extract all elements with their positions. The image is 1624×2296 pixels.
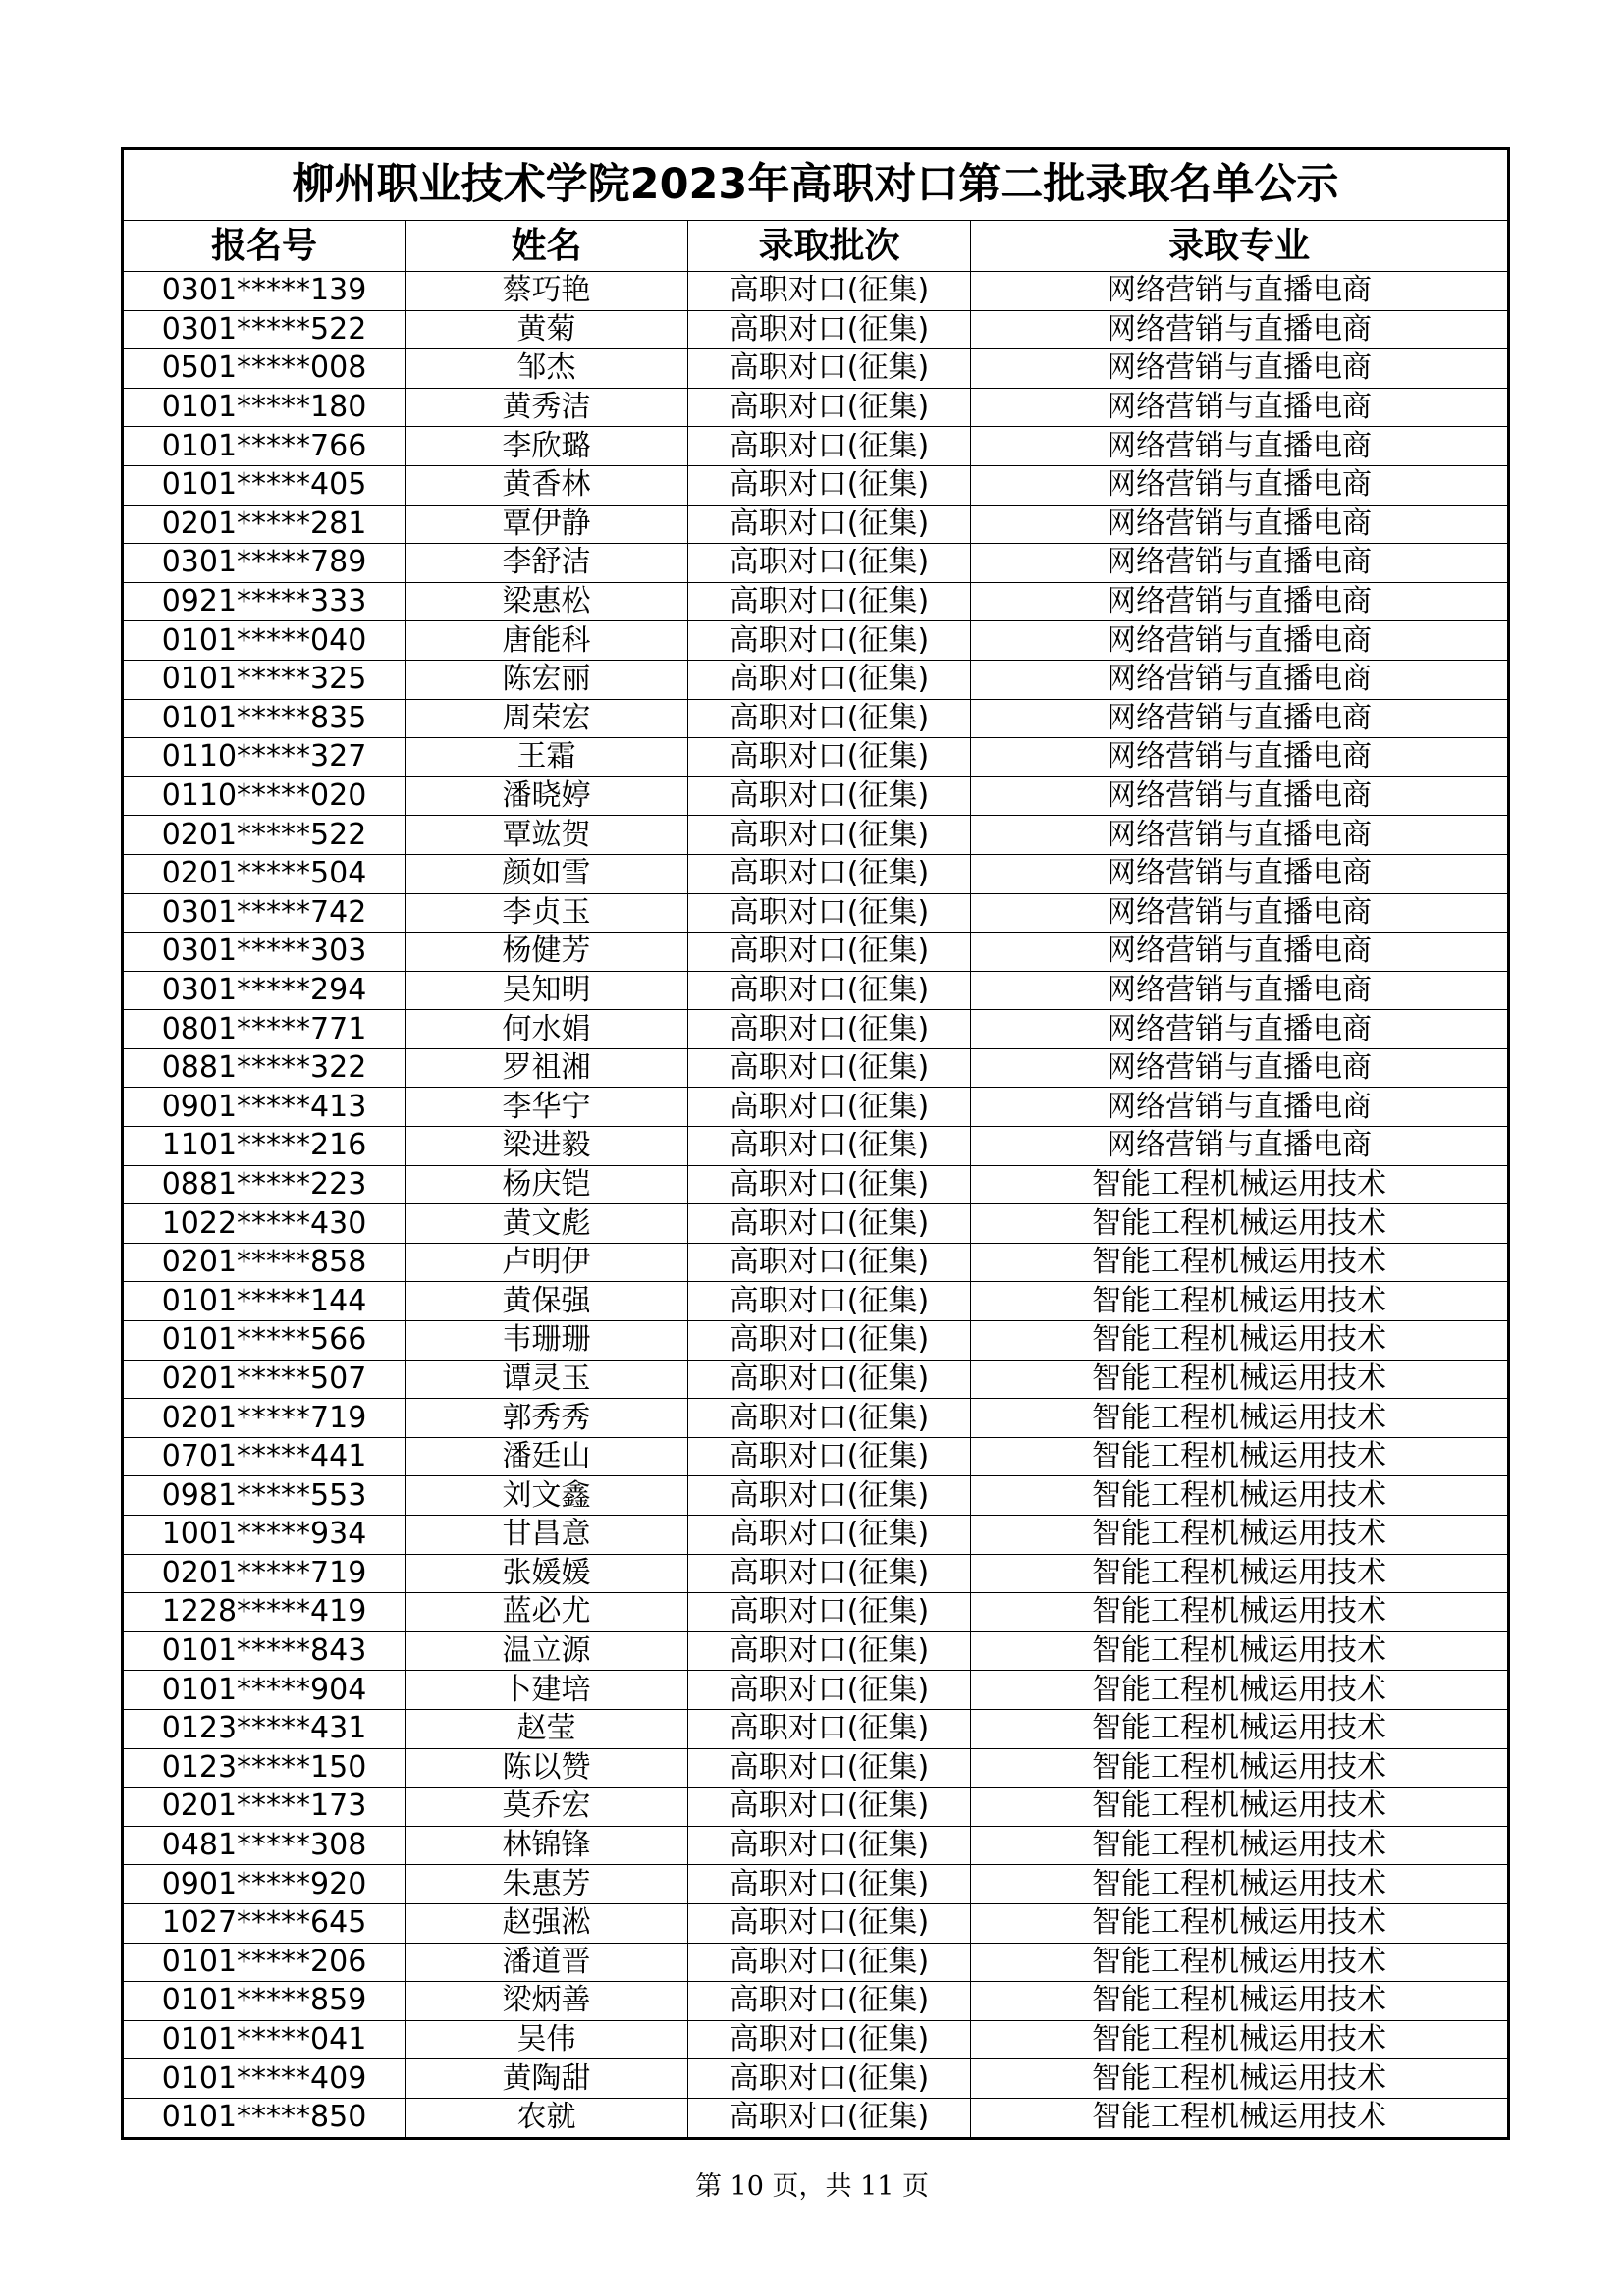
table-row	[123, 1399, 1509, 1438]
student-name-cell: 李贞玉	[406, 893, 688, 933]
student-name-cell: 杨健芳	[406, 933, 688, 972]
registration-number-cell: 0301*****294	[123, 971, 406, 1010]
admission-batch-cell: 高职对口(征集)	[688, 621, 971, 661]
admitted-major-cell: 智能工程机械运用技术	[971, 1982, 1509, 2021]
admission-batch-cell: 高职对口(征集)	[688, 582, 971, 621]
admission-batch-cell: 高职对口(征集)	[688, 1127, 971, 1166]
table-row	[123, 1865, 1509, 1904]
table-row	[123, 1516, 1509, 1555]
table-row	[123, 1671, 1509, 1710]
table-row	[123, 1826, 1509, 1865]
admission-batch-cell: 高职对口(征集)	[688, 1943, 971, 1982]
admitted-major-cell: 网络营销与直播电商	[971, 1127, 1509, 1166]
table-row	[123, 388, 1509, 427]
registration-number-cell: 0101*****180	[123, 388, 406, 427]
table-row	[123, 544, 1509, 583]
table-row	[123, 1631, 1509, 1671]
admitted-major-cell: 网络营销与直播电商	[971, 933, 1509, 972]
registration-number-cell: 0701*****441	[123, 1437, 406, 1476]
student-name-cell: 郭秀秀	[406, 1399, 688, 1438]
registration-number-cell: 0801*****771	[123, 1010, 406, 1049]
admission-batch-cell: 高职对口(征集)	[688, 738, 971, 777]
registration-number-cell: 0201*****507	[123, 1360, 406, 1399]
table-row	[123, 1903, 1509, 1943]
student-name-cell: 赵强淞	[406, 1903, 688, 1943]
admitted-major-cell: 网络营销与直播电商	[971, 544, 1509, 583]
student-name-cell: 刘文鑫	[406, 1476, 688, 1516]
admitted-major-cell: 网络营销与直播电商	[971, 1088, 1509, 1127]
registration-number-cell: 0481*****308	[123, 1826, 406, 1865]
registration-number-cell: 0101*****766	[123, 427, 406, 466]
admission-batch-cell: 高职对口(征集)	[688, 505, 971, 544]
table-row	[123, 776, 1509, 816]
registration-number-cell: 1228*****419	[123, 1593, 406, 1632]
table-row	[123, 1048, 1509, 1088]
admitted-major-cell: 网络营销与直播电商	[971, 738, 1509, 777]
registration-number-cell: 0101*****904	[123, 1671, 406, 1710]
admitted-major-cell: 智能工程机械运用技术	[971, 1437, 1509, 1476]
admission-batch-cell: 高职对口(征集)	[688, 1360, 971, 1399]
admission-batch-cell: 高职对口(征集)	[688, 1204, 971, 1244]
table-row	[123, 893, 1509, 933]
student-name-cell: 罗祖湘	[406, 1048, 688, 1088]
student-name-cell: 潘道晋	[406, 1943, 688, 1982]
student-name-cell: 朱惠芳	[406, 1865, 688, 1904]
admission-batch-cell: 高职对口(征集)	[688, 699, 971, 738]
table-row	[123, 1437, 1509, 1476]
student-name-cell: 甘昌意	[406, 1516, 688, 1555]
admission-batch-cell: 高职对口(征集)	[688, 2020, 971, 2059]
column-header-admission-batch: 录取批次	[688, 221, 971, 272]
admitted-major-cell: 智能工程机械运用技术	[971, 1709, 1509, 1748]
admission-batch-cell: 高职对口(征集)	[688, 1748, 971, 1788]
admitted-major-cell: 智能工程机械运用技术	[971, 1516, 1509, 1555]
admitted-major-cell: 网络营销与直播电商	[971, 1010, 1509, 1049]
header-row	[123, 221, 1509, 272]
table-row	[123, 310, 1509, 349]
admission-batch-cell: 高职对口(征集)	[688, 1321, 971, 1361]
table-row	[123, 465, 1509, 505]
registration-number-cell: 0101*****566	[123, 1321, 406, 1361]
table-row	[123, 933, 1509, 972]
admitted-major-cell: 智能工程机械运用技术	[971, 1282, 1509, 1321]
registration-number-cell: 0101*****405	[123, 465, 406, 505]
student-name-cell: 颜如雪	[406, 854, 688, 893]
registration-number-cell: 0201*****858	[123, 1243, 406, 1282]
table-row	[123, 2098, 1509, 2138]
admitted-major-cell: 网络营销与直播电商	[971, 465, 1509, 505]
student-name-cell: 潘晓婷	[406, 776, 688, 816]
student-name-cell: 黄陶甜	[406, 2059, 688, 2099]
admitted-major-cell: 网络营销与直播电商	[971, 699, 1509, 738]
table-row	[123, 1360, 1509, 1399]
registration-number-cell: 0101*****040	[123, 621, 406, 661]
admitted-major-cell: 网络营销与直播电商	[971, 505, 1509, 544]
table-row	[123, 1943, 1509, 1982]
table-row	[123, 1709, 1509, 1748]
title-row	[123, 149, 1509, 221]
registration-number-cell: 0301*****789	[123, 544, 406, 583]
registration-number-cell: 0101*****835	[123, 699, 406, 738]
admission-batch-cell: 高职对口(征集)	[688, 1165, 971, 1204]
admission-batch-cell: 高职对口(征集)	[688, 1631, 971, 1671]
student-name-cell: 李欣璐	[406, 427, 688, 466]
admitted-major-cell: 网络营销与直播电商	[971, 582, 1509, 621]
admission-batch-cell: 高职对口(征集)	[688, 2059, 971, 2099]
admission-batch-cell: 高职对口(征集)	[688, 1982, 971, 2021]
admitted-major-cell: 网络营销与直播电商	[971, 349, 1509, 389]
admission-batch-cell: 高职对口(征集)	[688, 1554, 971, 1593]
table-row	[123, 1010, 1509, 1049]
admitted-major-cell: 网络营销与直播电商	[971, 816, 1509, 855]
admission-batch-cell: 高职对口(征集)	[688, 465, 971, 505]
column-header-admitted-major: 录取专业	[971, 221, 1509, 272]
admitted-major-cell: 智能工程机械运用技术	[971, 1476, 1509, 1516]
student-name-cell: 卢明伊	[406, 1243, 688, 1282]
registration-number-cell: 1027*****645	[123, 1903, 406, 1943]
admission-batch-cell: 高职对口(征集)	[688, 272, 971, 311]
admitted-major-cell: 智能工程机械运用技术	[971, 1243, 1509, 1282]
admission-batch-cell: 高职对口(征集)	[688, 776, 971, 816]
admission-batch-cell: 高职对口(征集)	[688, 388, 971, 427]
student-name-cell: 韦珊珊	[406, 1321, 688, 1361]
registration-number-cell: 0981*****553	[123, 1476, 406, 1516]
student-name-cell: 梁进毅	[406, 1127, 688, 1166]
student-name-cell: 莫乔宏	[406, 1788, 688, 1827]
admitted-major-cell: 网络营销与直播电商	[971, 272, 1509, 311]
admission-batch-cell: 高职对口(征集)	[688, 2098, 971, 2138]
admitted-major-cell: 网络营销与直播电商	[971, 854, 1509, 893]
admitted-major-cell: 智能工程机械运用技术	[971, 1554, 1509, 1593]
student-name-cell: 潘廷山	[406, 1437, 688, 1476]
admitted-major-cell: 智能工程机械运用技术	[971, 1321, 1509, 1361]
admitted-major-cell: 网络营销与直播电商	[971, 893, 1509, 933]
admission-list-table	[121, 147, 1510, 2140]
registration-number-cell: 0301*****742	[123, 893, 406, 933]
admission-batch-cell: 高职对口(征集)	[688, 1282, 971, 1321]
admitted-major-cell: 智能工程机械运用技术	[971, 1865, 1509, 1904]
student-name-cell: 周荣宏	[406, 699, 688, 738]
admitted-major-cell: 智能工程机械运用技术	[971, 1748, 1509, 1788]
student-name-cell: 覃伊静	[406, 505, 688, 544]
registration-number-cell: 0101*****843	[123, 1631, 406, 1671]
registration-number-cell: 0201*****281	[123, 505, 406, 544]
admitted-major-cell: 智能工程机械运用技术	[971, 1943, 1509, 1982]
admission-batch-cell: 高职对口(征集)	[688, 1088, 971, 1127]
admission-batch-cell: 高职对口(征集)	[688, 310, 971, 349]
table-row	[123, 349, 1509, 389]
table-row	[123, 971, 1509, 1010]
column-header-registration-number: 报名号	[123, 221, 406, 272]
admitted-major-cell: 网络营销与直播电商	[971, 310, 1509, 349]
student-name-cell: 温立源	[406, 1631, 688, 1671]
registration-number-cell: 0123*****150	[123, 1748, 406, 1788]
table-row	[123, 427, 1509, 466]
admission-batch-cell: 高职对口(征集)	[688, 1516, 971, 1555]
admission-batch-cell: 高职对口(征集)	[688, 660, 971, 699]
admission-batch-cell: 高职对口(征集)	[688, 1048, 971, 1088]
student-name-cell: 林锦锋	[406, 1826, 688, 1865]
student-name-cell: 李舒洁	[406, 544, 688, 583]
admission-batch-cell: 高职对口(征集)	[688, 933, 971, 972]
table-row	[123, 738, 1509, 777]
table-row	[123, 1593, 1509, 1632]
registration-number-cell: 0881*****322	[123, 1048, 406, 1088]
student-name-cell: 杨庆铠	[406, 1165, 688, 1204]
admission-batch-cell: 高职对口(征集)	[688, 1903, 971, 1943]
registration-number-cell: 1022*****430	[123, 1204, 406, 1244]
registration-number-cell: 0201*****504	[123, 854, 406, 893]
registration-number-cell: 0101*****859	[123, 1982, 406, 2021]
table-row	[123, 1321, 1509, 1361]
registration-number-cell: 0901*****413	[123, 1088, 406, 1127]
student-name-cell: 何水娟	[406, 1010, 688, 1049]
registration-number-cell: 0301*****303	[123, 933, 406, 972]
student-name-cell: 梁炳善	[406, 1982, 688, 2021]
admission-batch-cell: 高职对口(征集)	[688, 1865, 971, 1904]
student-name-cell: 吴伟	[406, 2020, 688, 2059]
admitted-major-cell: 网络营销与直播电商	[971, 971, 1509, 1010]
admission-batch-cell: 高职对口(征集)	[688, 544, 971, 583]
registration-number-cell: 0301*****522	[123, 310, 406, 349]
registration-number-cell: 0101*****206	[123, 1943, 406, 1982]
student-name-cell: 邹杰	[406, 349, 688, 389]
admitted-major-cell: 智能工程机械运用技术	[971, 1165, 1509, 1204]
admitted-major-cell: 智能工程机械运用技术	[971, 1360, 1509, 1399]
registration-number-cell: 0101*****144	[123, 1282, 406, 1321]
registration-number-cell: 0101*****850	[123, 2098, 406, 2138]
registration-number-cell: 0901*****920	[123, 1865, 406, 1904]
admission-batch-cell: 高职对口(征集)	[688, 1593, 971, 1632]
table-row	[123, 1243, 1509, 1282]
admission-batch-cell: 高职对口(征集)	[688, 1788, 971, 1827]
student-name-cell: 卜建培	[406, 1671, 688, 1710]
registration-number-cell: 0301*****139	[123, 272, 406, 311]
admission-batch-cell: 高职对口(征集)	[688, 971, 971, 1010]
student-name-cell: 唐能科	[406, 621, 688, 661]
registration-number-cell: 0110*****327	[123, 738, 406, 777]
admitted-major-cell: 智能工程机械运用技术	[971, 1204, 1509, 1244]
table-row	[123, 1554, 1509, 1593]
admitted-major-cell: 智能工程机械运用技术	[971, 2020, 1509, 2059]
admitted-major-cell: 智能工程机械运用技术	[971, 1399, 1509, 1438]
admitted-major-cell: 网络营销与直播电商	[971, 776, 1509, 816]
table-row	[123, 582, 1509, 621]
student-name-cell: 王霜	[406, 738, 688, 777]
admitted-major-cell: 网络营销与直播电商	[971, 427, 1509, 466]
admitted-major-cell: 智能工程机械运用技术	[971, 1788, 1509, 1827]
table-row	[123, 660, 1509, 699]
registration-number-cell: 1001*****934	[123, 1516, 406, 1555]
student-name-cell: 李华宁	[406, 1088, 688, 1127]
table-row	[123, 1165, 1509, 1204]
registration-number-cell: 0101*****041	[123, 2020, 406, 2059]
table-row	[123, 816, 1509, 855]
admission-batch-cell: 高职对口(征集)	[688, 816, 971, 855]
registration-number-cell: 0101*****325	[123, 660, 406, 699]
table-row	[123, 621, 1509, 661]
student-name-cell: 张媛媛	[406, 1554, 688, 1593]
student-name-cell: 黄菊	[406, 310, 688, 349]
admission-batch-cell: 高职对口(征集)	[688, 427, 971, 466]
table-row	[123, 272, 1509, 311]
admitted-major-cell: 智能工程机械运用技术	[971, 1593, 1509, 1632]
student-name-cell: 吴知明	[406, 971, 688, 1010]
registration-number-cell: 0201*****522	[123, 816, 406, 855]
admission-batch-cell: 高职对口(征集)	[688, 1671, 971, 1710]
table-row	[123, 1982, 1509, 2021]
admitted-major-cell: 网络营销与直播电商	[971, 1048, 1509, 1088]
student-name-cell: 黄文彪	[406, 1204, 688, 1244]
admission-batch-cell: 高职对口(征集)	[688, 1243, 971, 1282]
student-name-cell: 黄香林	[406, 465, 688, 505]
student-name-cell: 陈宏丽	[406, 660, 688, 699]
table-row	[123, 1088, 1509, 1127]
admission-batch-cell: 高职对口(征集)	[688, 1709, 971, 1748]
student-name-cell: 蓝必尤	[406, 1593, 688, 1632]
student-name-cell: 陈以赞	[406, 1748, 688, 1788]
admission-batch-cell: 高职对口(征集)	[688, 1476, 971, 1516]
table-row	[123, 2020, 1509, 2059]
table-row	[123, 1748, 1509, 1788]
student-name-cell: 梁惠松	[406, 582, 688, 621]
registration-number-cell: 0201*****173	[123, 1788, 406, 1827]
table-row	[123, 1282, 1509, 1321]
registration-number-cell: 0101*****409	[123, 2059, 406, 2099]
table-body	[123, 272, 1509, 2139]
registration-number-cell: 0110*****020	[123, 776, 406, 816]
registration-number-cell: 0881*****223	[123, 1165, 406, 1204]
registration-number-cell: 0201*****719	[123, 1399, 406, 1438]
registration-number-cell: 0123*****431	[123, 1709, 406, 1748]
table-row	[123, 1127, 1509, 1166]
table-row	[123, 1476, 1509, 1516]
admitted-major-cell: 网络营销与直播电商	[971, 621, 1509, 661]
admitted-major-cell: 智能工程机械运用技术	[971, 1903, 1509, 1943]
page-footer: 第 10 页，共 11 页	[694, 2171, 930, 2202]
student-name-cell: 覃竑贺	[406, 816, 688, 855]
student-name-cell: 赵莹	[406, 1709, 688, 1748]
table-row	[123, 854, 1509, 893]
admission-batch-cell: 高职对口(征集)	[688, 1437, 971, 1476]
table-row	[123, 1204, 1509, 1244]
admitted-major-cell: 智能工程机械运用技术	[971, 2098, 1509, 2138]
student-name-cell: 蔡巧艳	[406, 272, 688, 311]
admitted-major-cell: 智能工程机械运用技术	[971, 1826, 1509, 1865]
student-name-cell: 农就	[406, 2098, 688, 2138]
table-row	[123, 1788, 1509, 1827]
admitted-major-cell: 网络营销与直播电商	[971, 660, 1509, 699]
table-row	[123, 505, 1509, 544]
admission-batch-cell: 高职对口(征集)	[688, 1826, 971, 1865]
admission-batch-cell: 高职对口(征集)	[688, 1010, 971, 1049]
student-name-cell: 谭灵玉	[406, 1360, 688, 1399]
registration-number-cell: 0201*****719	[123, 1554, 406, 1593]
admission-batch-cell: 高职对口(征集)	[688, 893, 971, 933]
admission-batch-cell: 高职对口(征集)	[688, 349, 971, 389]
admission-batch-cell: 高职对口(征集)	[688, 854, 971, 893]
table-row	[123, 2059, 1509, 2099]
admitted-major-cell: 智能工程机械运用技术	[971, 2059, 1509, 2099]
registration-number-cell: 1101*****216	[123, 1127, 406, 1166]
admitted-major-cell: 网络营销与直播电商	[971, 388, 1509, 427]
table-title: 柳州职业技术学院2023年高职对口第二批录取名单公示	[123, 149, 1509, 221]
student-name-cell: 黄保强	[406, 1282, 688, 1321]
column-header-name: 姓名	[406, 221, 688, 272]
admitted-major-cell: 智能工程机械运用技术	[971, 1671, 1509, 1710]
registration-number-cell: 0921*****333	[123, 582, 406, 621]
admission-batch-cell: 高职对口(征集)	[688, 1399, 971, 1438]
admitted-major-cell: 智能工程机械运用技术	[971, 1631, 1509, 1671]
registration-number-cell: 0501*****008	[123, 349, 406, 389]
table-row	[123, 699, 1509, 738]
student-name-cell: 黄秀洁	[406, 388, 688, 427]
